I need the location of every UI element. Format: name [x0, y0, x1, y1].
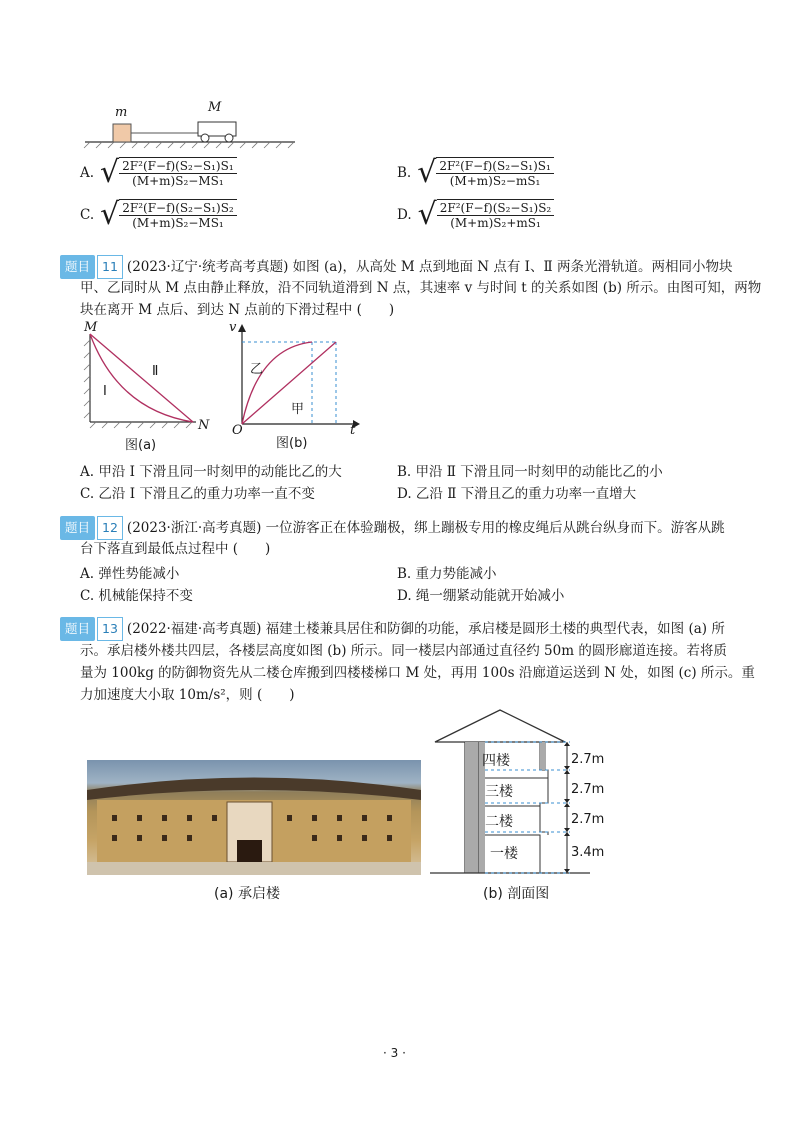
height-3: 2.7m: [571, 782, 605, 797]
q10-option-a: A. √ $\frac{\text{2F²(F−f)(S₂−S₁)S₁}}{\text{(M+m)S₂−MS₁}}$: [80, 157, 237, 188]
M-label: M: [208, 100, 222, 115]
fig-a-II: Ⅱ: [152, 364, 159, 379]
q11-option-d: D. 乙沿 Ⅱ 下滑且乙的重力功率一直增大: [397, 486, 637, 502]
fig-b-t: t: [350, 423, 356, 438]
q12-line-2: 台下落直到最低点过程中 ( ): [80, 541, 271, 557]
cart-block-figure: [80, 100, 300, 150]
q12-line-1: 题目 12 (2023·浙江·高考真题) 一位游客正在体验蹦极，绑上蹦极专用的橡皮绳后从跳台纵身而下。游客从跳: [60, 516, 725, 540]
fig-a-N: N: [198, 418, 210, 433]
q13-line-1: 题目 13 (2022·福建·高考真题) 福建土楼兼具居住和防御的功能，承启楼是圆形土楼的典型代表，如图 (a) 所: [60, 617, 725, 641]
q13-line-4: 力加速度大小取 10m/s²，则 ( ): [80, 687, 295, 703]
fig-b-O: O: [232, 423, 243, 438]
q11-tag: 题目: [60, 255, 95, 279]
q11-option-b: B. 甲沿 Ⅱ 下滑且同一时刻甲的动能比乙的小: [397, 464, 663, 480]
q12-option-d: D. 绳一绷紧动能就开始减小: [397, 588, 565, 604]
q10-option-d: D. √ $\frac{\text{2F²(F−f)(S₂−S₁)S₂}}{\text{(M+m)S₂+mS₁}}$: [397, 199, 554, 230]
height-1: 3.4m: [571, 845, 605, 860]
q11-line-1: 题目 11 (2023·辽宁·统考高考真题) 如图 (a)，从高处 M 点到地面 N 点有 Ⅰ、Ⅱ 两条光滑轨道。两相同小物块: [60, 255, 732, 279]
q11-number: 11: [97, 255, 123, 279]
m-label: m: [115, 105, 128, 120]
q11-figure-b: [228, 320, 363, 435]
q12-option-c: C. 机械能保持不变: [80, 588, 193, 604]
photo-caption: (a) 承启楼: [214, 886, 280, 902]
fig-b-yi: 乙: [250, 362, 264, 377]
floor-3-label: 三楼: [485, 784, 513, 800]
fig-b-v: v: [229, 320, 237, 335]
q13-line-2: 示。承启楼外楼共四层，各楼层高度如图 (b) 所示。同一楼层内部通过直径约 50m 的圆形廊道连接。若将质: [80, 643, 727, 659]
q11-option-a: A. 甲沿 Ⅰ 下滑且同一时刻甲的动能比乙的大: [80, 464, 342, 480]
q11-line-3: 块在离开 M 点后、到达 N 点前的下滑过程中 ( ): [80, 302, 395, 318]
q11-line-2: 甲、乙同时从 M 点由静止释放，沿不同轨道滑到 N 点，其速率 v 与时间 t 的关系如图 (b) 所示。由图可知，两物: [80, 280, 762, 296]
q10-option-b: B. √ $\frac{\text{2F²(F−f)(S₂−S₁)S₁}}{\text{(M+m)S₂−mS₁}}$: [397, 157, 554, 188]
floor-4-label: 四楼: [482, 753, 510, 769]
fig-a-caption: 图(a): [125, 438, 157, 453]
q11-figure-a: [78, 320, 218, 435]
height-2: 2.7m: [571, 812, 605, 827]
q13-tag: 题目: [60, 617, 95, 641]
page-number: · 3 ·: [383, 1046, 406, 1060]
fig-b-caption: 图(b): [276, 436, 308, 451]
height-4: 2.7m: [571, 752, 605, 767]
fig-b-jia: 甲: [291, 402, 305, 417]
fig-a-M: M: [84, 320, 98, 335]
q12-number: 12: [97, 516, 123, 540]
q10-option-c: C. √ $\frac{\text{2F²(F−f)(S₂−S₁)S₂}}{\text{(M+m)S₂−MS₁}}$: [80, 199, 237, 230]
fig-a-I: Ⅰ: [103, 384, 107, 399]
q13-number: 13: [97, 617, 123, 641]
chengqilou-photo: [87, 760, 421, 875]
floor-1-label: 一楼: [490, 846, 518, 862]
q11-option-c: C. 乙沿 Ⅰ 下滑且乙的重力功率一直不变: [80, 486, 315, 502]
q12-tag: 题目: [60, 516, 95, 540]
section-caption: (b) 剖面图: [483, 886, 550, 902]
q12-option-b: B. 重力势能减小: [397, 566, 497, 582]
q13-line-3: 量为 100kg 的防御物资先从二楼仓库搬到四楼楼梯口 M 处，再用 100s 沿廊道运送到 N 处，如图 (c) 所示。重: [80, 665, 755, 681]
floor-2-label: 二楼: [485, 814, 513, 830]
q12-option-a: A. 弹性势能减小: [80, 566, 180, 582]
